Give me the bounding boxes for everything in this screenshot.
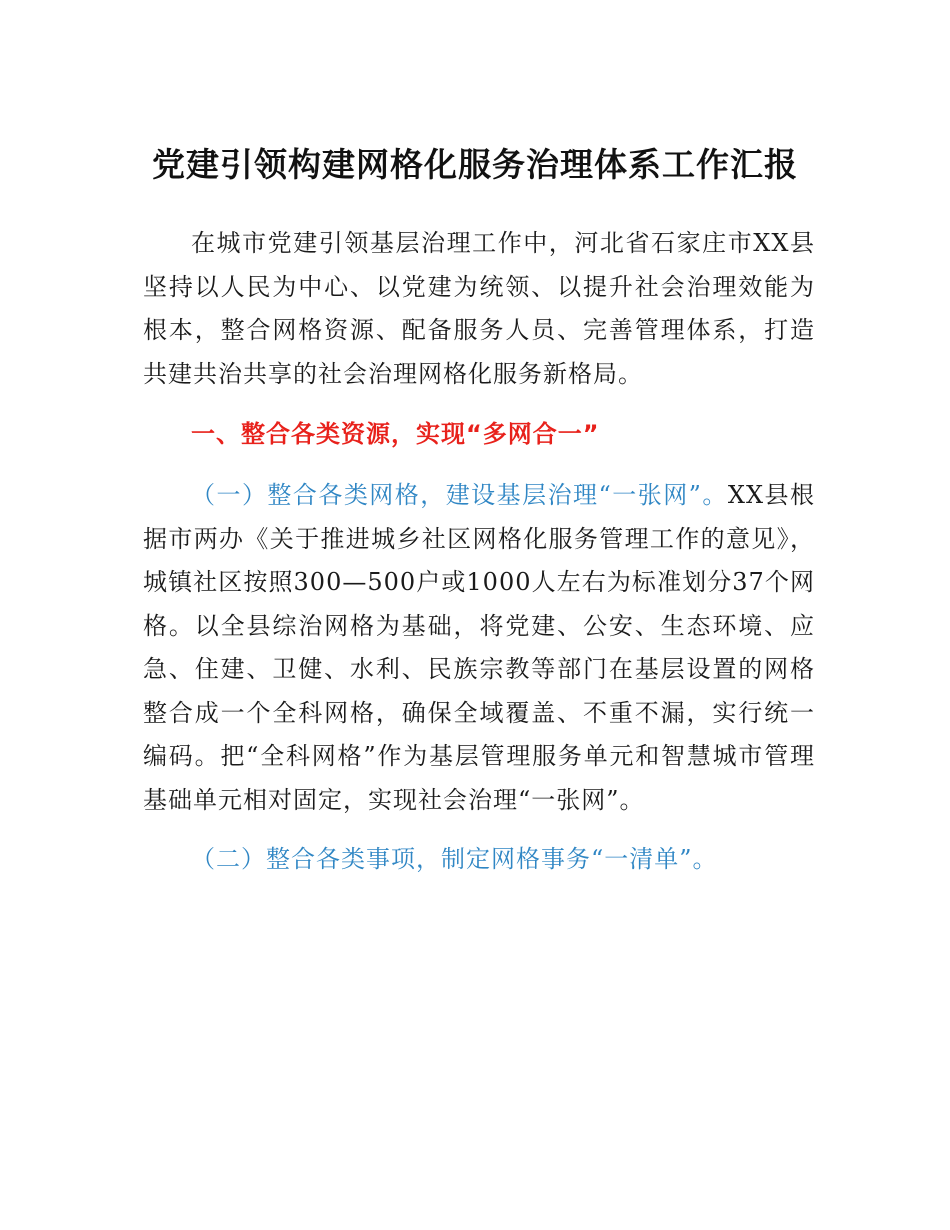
subsection-1-heading: （一）整合各类网格，建设基层治理“一张网”。 bbox=[191, 481, 728, 509]
subsection-1-paragraph bbox=[143, 474, 815, 822]
section-1-heading: 一、整合各类资源，实现“多网合一” bbox=[191, 420, 600, 448]
subsection-2-heading: （二）整合各类事项，制定网格事务“一清单”。 bbox=[191, 845, 718, 873]
subsection-1-body: XX县根据市两办《关于推进城乡社区网格化服务管理工作的意见》，城镇社区按照300—500户或1000人左右为标准划分37个网格。以全县综治网格为基础，将党建、公安、生态环境、应急、住建、卫健、水利、民族宗教等部门在基层设置的网格整合成一个全科网格，确保全域覆盖、不重不漏，实行统一编码。把“全科网格”作为基层管理服务单元和智慧城市管理基础单元相对固定，实现社会治理“一张网”。 bbox=[143, 481, 816, 814]
document-title: 党建引领构建网格化服务治理体系工作汇报 bbox=[152, 145, 798, 184]
intro-paragraph: 在城市党建引领基层治理工作中，河北省石家庄市XX县坚持以人民为中心、以党建为统领、以提升社会治理效能为根本，整合网格资源、配备服务人员、完善管理体系，打造共建共治共享的社会治理网格化服务新格局。 bbox=[143, 229, 815, 388]
